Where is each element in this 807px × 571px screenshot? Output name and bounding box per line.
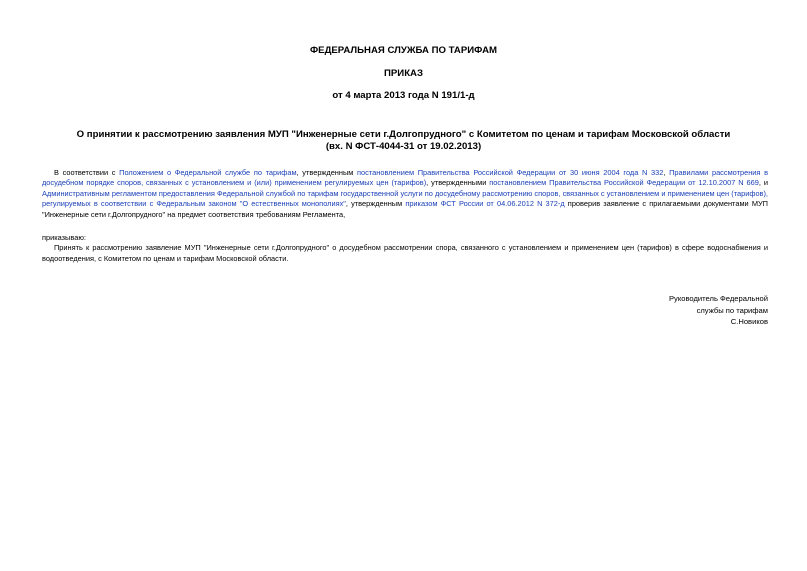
link-fst-order-372[interactable]: приказом ФСТ России от 04.06.2012 N 372-д	[405, 199, 565, 209]
link-administrative-regulation[interactable]: Административным регламентом предоставления Федеральной службой по тарифам государственной услуги по досудебному рассмотрению споров, связанных с установлением и применением цен (тарифов), регулируемых в соответствии с Федеральным законом "О естественных монополиях"	[42, 188, 768, 209]
preamble-block	[42, 168, 768, 220]
preamble-paragraph	[42, 168, 768, 220]
doc-type-heading: ПРИКАЗ	[384, 68, 423, 79]
date-number-heading: от 4 марта 2013 года N 191/1-д	[332, 90, 475, 101]
document-title-line1: О принятии к рассмотрению заявления МУП "Инженерные сети г.Долгопрудного" с Комитетом по ценам и тарифам Московской области	[76, 129, 731, 140]
order-block	[42, 233, 768, 264]
preamble-text-4: , утвержденными	[426, 178, 490, 188]
preamble-text-1: В соответствии с	[54, 168, 120, 177]
preamble-text-3: ,	[663, 168, 670, 177]
order-word: приказываю:	[42, 233, 86, 242]
link-dispute-rules[interactable]: Правилами рассмотрения в досудебном порядке споров, связанных с установлением и (или) применением регулируемых цен (тарифов)	[42, 168, 769, 188]
link-government-decree-332[interactable]: постановлением Правительства Российской Федерации от 30 июня 2004 года N 332	[357, 168, 664, 177]
order-text: Принять к рассмотрению заявление МУП "Инженерные сети г.Долгопрудного" о досудебном рассмотрении спора, связанного с установлением и применением цен (тарифов) в сфере водоснабжения и водоотведения, с Комитетом по ценам и тарифам Московской области.	[42, 243, 768, 263]
preamble-text-2: , утвержденным	[296, 168, 358, 177]
link-fst-regulation[interactable]: Положением о Федеральной службе по тарифам	[119, 168, 297, 177]
signature-line-2: службы по тарифам	[696, 305, 768, 315]
signature-line-1: Руководитель Федеральной	[668, 294, 768, 303]
signature-block	[669, 293, 768, 328]
document-title-line2: (вх. N ФСТ-4044-31 от 19.02.2013)	[325, 141, 482, 152]
preamble-text-5: , и	[758, 178, 768, 188]
link-government-decree-669[interactable]: постановлением Правительства Российской Федерации от 12.10.2007 N 669	[489, 178, 759, 188]
agency-heading: ФЕДЕРАЛЬНАЯ СЛУЖБА ПО ТАРИФАМ	[309, 45, 498, 56]
signature-name: С.Новиков	[730, 317, 768, 326]
preamble-text-7: проверив заявление с прилагаемыми документами МУП "Инженерные сети г.Долгопрудного" на предмет соответствия требованиям Регламента,	[42, 199, 768, 219]
preamble-text-6: , утвержденным	[345, 199, 406, 209]
